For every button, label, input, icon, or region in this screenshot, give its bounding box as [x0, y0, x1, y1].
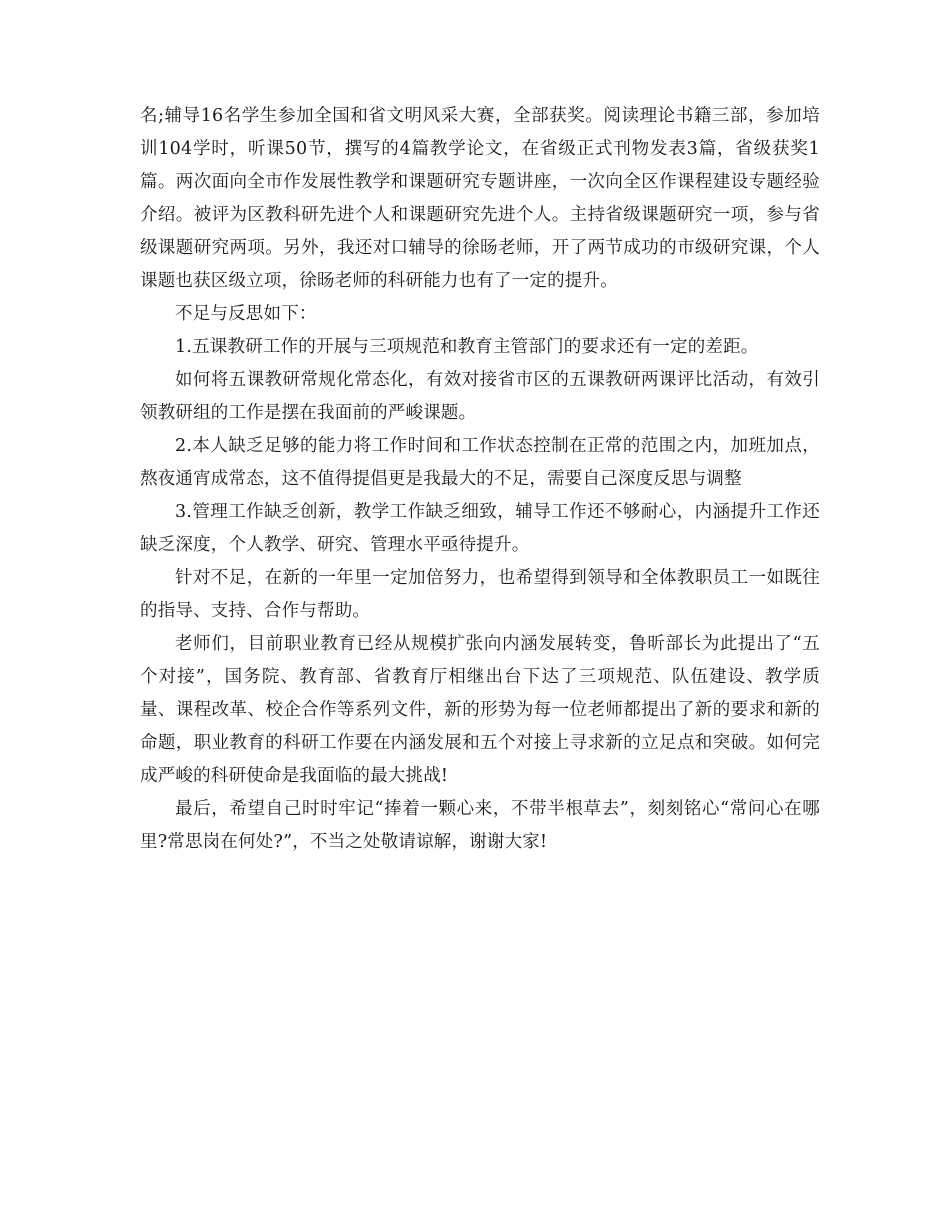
paragraph-point-1: 1.五课教研工作的开展与三项规范和教育主管部门的要求还有一定的差距。 — [175, 337, 759, 357]
paragraph-reflection-heading: 不足与反思如下： — [175, 304, 317, 324]
paragraph-point-2: 2.本人缺乏足够的能力将工作时间和工作状态控制在正常的范围之内，加班加点，熬夜通宵成常态，这不值得提倡更是我最大的不足，需要自己深度反思与调整 — [140, 436, 820, 489]
paragraph-commitment: 针对不足，在新的一年里一定加倍努力，也希望得到领导和全体教职员工一如既往的指导、支持、合作与帮助。 — [140, 568, 820, 621]
paragraph-challenge: 老师们，目前职业教育已经从规模扩张向内涵发展转变，鲁昕部长为此提出了“五个对接”，国务院、教育部、省教育厅相继出台下达了三项规范、队伍建设、教学质量、课程改革、校企合作等系列文件，新的形势为每一位老师都提出了新的要求和新的命题，职业教育的科研工作要在内涵发展和五个对接上寻求新的立足点和突破。如何完成严峻的科研使命是我面临的最大挑战! — [140, 634, 820, 786]
paragraph-closing: 最后，希望自己时时牢记“捧着一颗心来，不带半根草去”，刻刻铭心“常问心在哪里?常思岗在何处?”，不当之处敬请谅解，谢谢大家! — [140, 799, 820, 852]
paragraph-continuation: 名;辅导16名学生参加全国和省文明风采大赛，全部获奖。阅读理论书籍三部，参加培训104学时，听课50节，撰写的4篇教学论文，在省级正式刊物发表3篇，省级获奖1篇。两次面向全市作发展性教学和课题研究专题讲座，一次向全区作课程建设专题经验介绍。被评为区教科研先进个人和课题研究先进个人。主持省级课题研究一项，参与省级课题研究两项。另外，我还对口辅导的徐旸老师，开了两节成功的市级研究课，个人课题也获区级立项，徐旸老师的科研能力也有了一定的提升。 — [140, 106, 820, 291]
paragraph-point-1-detail: 如何将五课教研常规化常态化，有效对接省市区的五课教研两课评比活动，有效引领教研组的工作是摆在我面前的严峻课题。 — [140, 370, 820, 423]
document-body — [140, 100, 820, 859]
paragraph-point-3: 3.管理工作缺乏创新，教学工作缺乏细致，辅导工作还不够耐心，内涵提升工作还缺乏深度，个人教学、研究、管理水平亟待提升。 — [140, 502, 820, 555]
